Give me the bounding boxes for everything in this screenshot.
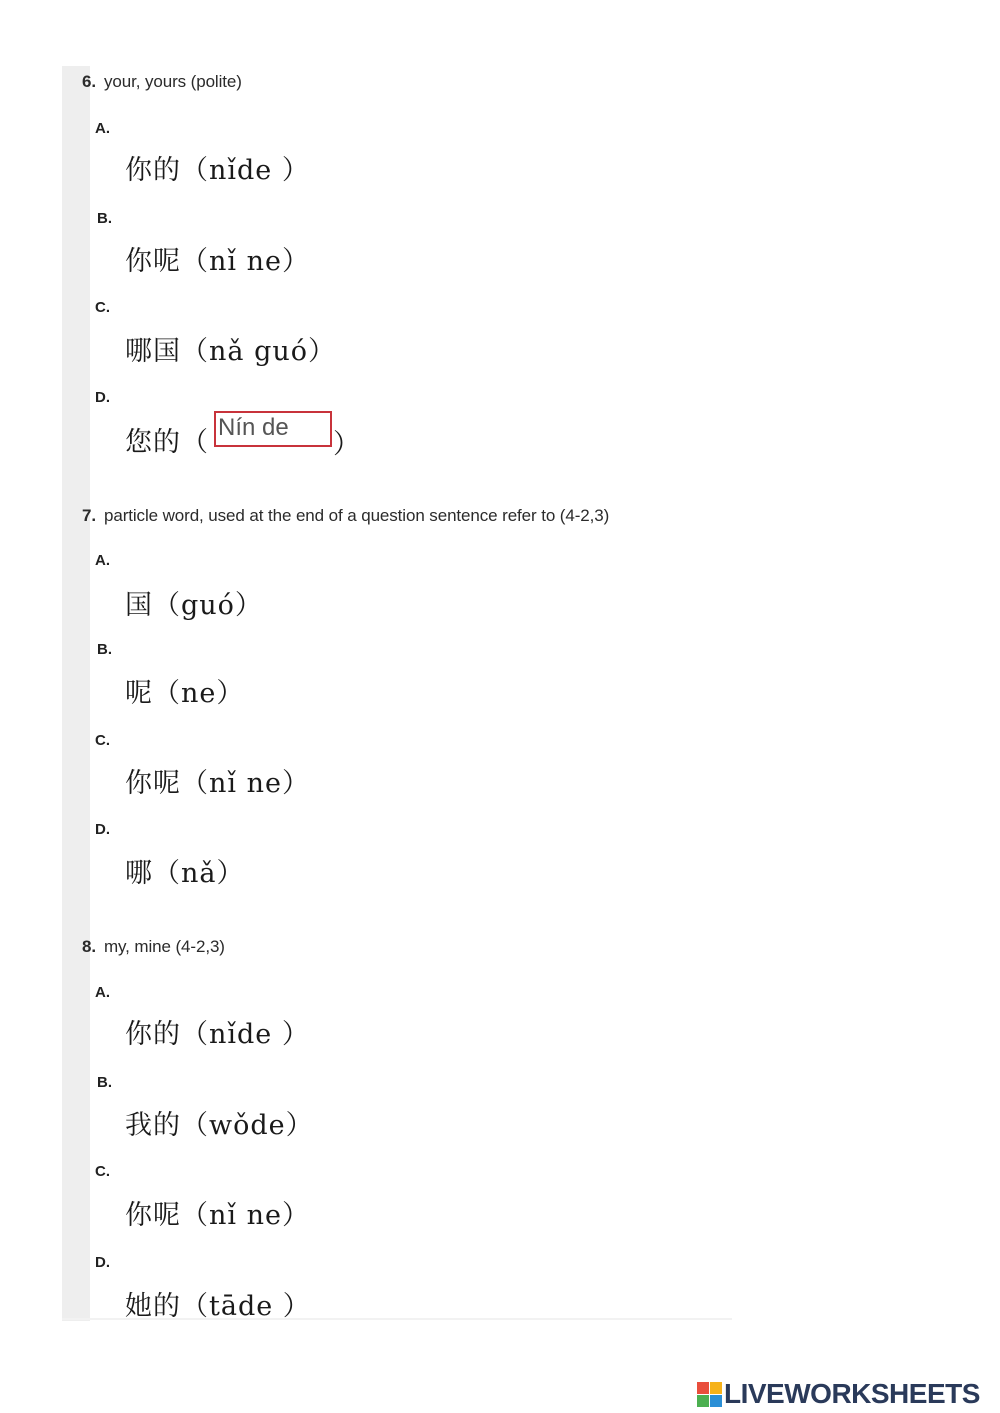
question-number: 8.: [82, 937, 96, 956]
liveworksheets-logo-icon: [697, 1382, 722, 1407]
option-letter-b: B.: [97, 210, 112, 227]
logo-square-e: [710, 1395, 722, 1407]
logo-square-i: [710, 1382, 722, 1394]
option-letter-a: A.: [95, 120, 110, 137]
option-letter-d: D.: [95, 1254, 110, 1271]
option-b-text: 你呢（nǐ ne）: [125, 246, 310, 277]
option-c-text: 哪国（nǎ guó）: [125, 336, 336, 367]
question-prompt: my, mine (4-2,3): [103, 937, 225, 956]
question-number: 7.: [82, 506, 96, 525]
question-prompt: particle word, used at the end of a question sentence refer to (4-2,3): [103, 506, 610, 525]
question-heading: [82, 937, 225, 957]
logo-square-v: [697, 1395, 709, 1407]
option-letter-c: C.: [95, 1163, 110, 1180]
option-d-text: 您的（: [125, 427, 209, 458]
option-c-text: 你呢（nǐ ne）: [125, 1200, 310, 1231]
option-d-text: 她的（tāde ）: [125, 1291, 311, 1322]
question-heading: [82, 506, 609, 526]
option-d-text: 哪（nǎ）: [125, 858, 245, 889]
option-c-text: 你呢（nǐ ne）: [125, 768, 310, 799]
question-number: 6.: [82, 72, 96, 91]
question-prompt: your, yours (polite): [103, 72, 242, 91]
logo-square-l: [697, 1382, 709, 1394]
question-heading: [82, 72, 242, 92]
option-letter-b: B.: [97, 641, 112, 658]
option-a-text: 国（guó）: [125, 590, 263, 621]
option-letter-a: A.: [95, 552, 110, 569]
option-a-text: 你的（nǐde ）: [125, 155, 310, 186]
option-a-text: 你的（nǐde ）: [125, 1019, 310, 1050]
left-gutter-bar: [62, 66, 90, 1321]
option-letter-a: A.: [95, 984, 110, 1001]
option-b-text: 我的（wǒde）: [125, 1110, 314, 1141]
option-letter-c: C.: [95, 732, 110, 749]
answer-input-field[interactable]: Nín de: [214, 411, 332, 447]
option-letter-c: C.: [95, 299, 110, 316]
option-letter-d: D.: [95, 821, 110, 838]
option-d-closing-paren: ）: [333, 429, 360, 460]
option-b-text: 呢（ne）: [125, 678, 245, 709]
option-letter-b: B.: [97, 1074, 112, 1091]
liveworksheets-logo: [697, 1378, 980, 1410]
option-letter-d: D.: [95, 389, 110, 406]
logo-wordmark: LIVEWORKSHEETS: [724, 1378, 980, 1409]
